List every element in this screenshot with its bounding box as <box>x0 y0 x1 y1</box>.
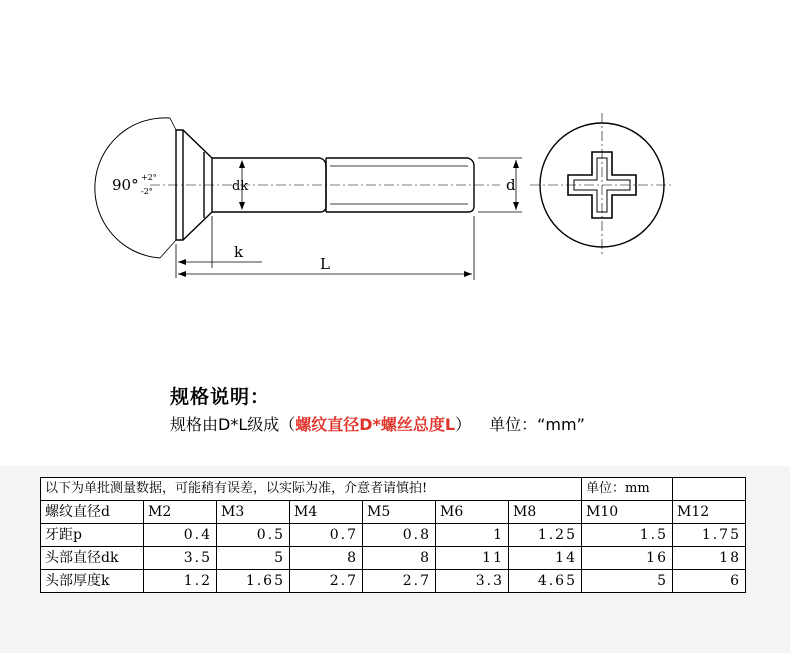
table-cell: 0.8 <box>363 524 436 547</box>
spec-table <box>40 477 746 593</box>
angle-tolerance-minus: -2° <box>141 187 153 196</box>
table-cell: 3.5 <box>144 547 217 570</box>
table-cell: 8 <box>290 547 363 570</box>
spec-highlight: 螺纹直径D*螺丝总度L <box>295 415 456 434</box>
row-label-head-diameter: 头部直径dk <box>41 547 144 570</box>
table-cell: 4.65 <box>509 570 582 593</box>
row-label-thread-diameter: 螺纹直径d <box>41 501 144 524</box>
table-cell: 18 <box>673 547 746 570</box>
table-cell: 2.7 <box>290 570 363 593</box>
table-row <box>41 547 746 570</box>
table-cell: 3.3 <box>436 570 509 593</box>
table-cell: M4 <box>290 501 363 524</box>
table-note-empty <box>673 478 746 501</box>
table-row <box>41 524 746 547</box>
table-cell: M12 <box>673 501 746 524</box>
table-cell: 2.7 <box>363 570 436 593</box>
table-cell: 6 <box>673 570 746 593</box>
table-cell: 16 <box>582 547 673 570</box>
table-cell: 1.65 <box>217 570 290 593</box>
table-cell: 1 <box>436 524 509 547</box>
spec-prefix: 规格由D*L级成（ <box>170 415 296 434</box>
table-note-row <box>41 478 746 501</box>
k-label: k <box>234 243 244 261</box>
L-label: L <box>320 255 330 273</box>
table-cell: 0.7 <box>290 524 363 547</box>
table-row <box>41 501 746 524</box>
table-cell: 5 <box>217 547 290 570</box>
table-cell: 0.4 <box>144 524 217 547</box>
table-cell: 1.2 <box>144 570 217 593</box>
table-cell: 1.5 <box>582 524 673 547</box>
table-cell: M5 <box>363 501 436 524</box>
angle-tolerance-plus: +2° <box>141 173 157 182</box>
spec-description <box>170 412 585 435</box>
table-unit: 单位：mm <box>582 478 673 501</box>
table-cell: M8 <box>509 501 582 524</box>
spec-title: 规格说明： <box>170 386 271 408</box>
table-row <box>41 570 746 593</box>
table-cell: 14 <box>509 547 582 570</box>
table-cell: 0.5 <box>217 524 290 547</box>
spec-suffix: ） <box>455 415 472 434</box>
table-cell: M6 <box>436 501 509 524</box>
table-cell: M3 <box>217 501 290 524</box>
table-note: 以下为单批测量数据，可能稍有误差，以实际为准，介意者请慎拍! <box>41 478 582 501</box>
d-label: d <box>506 176 516 194</box>
angle-label: 90° <box>112 176 139 194</box>
table-cell: M2 <box>144 501 217 524</box>
spec-unit: 单位：“mm” <box>489 415 585 434</box>
table-cell: 1.75 <box>673 524 746 547</box>
row-label-head-thickness: 头部厚度k <box>41 570 144 593</box>
table-cell: 1.25 <box>509 524 582 547</box>
table-cell: 11 <box>436 547 509 570</box>
table-cell: 8 <box>363 547 436 570</box>
row-label-pitch: 牙距p <box>41 524 144 547</box>
dk-label: dk <box>232 179 249 194</box>
table-cell: M10 <box>582 501 673 524</box>
table-cell: 5 <box>582 570 673 593</box>
